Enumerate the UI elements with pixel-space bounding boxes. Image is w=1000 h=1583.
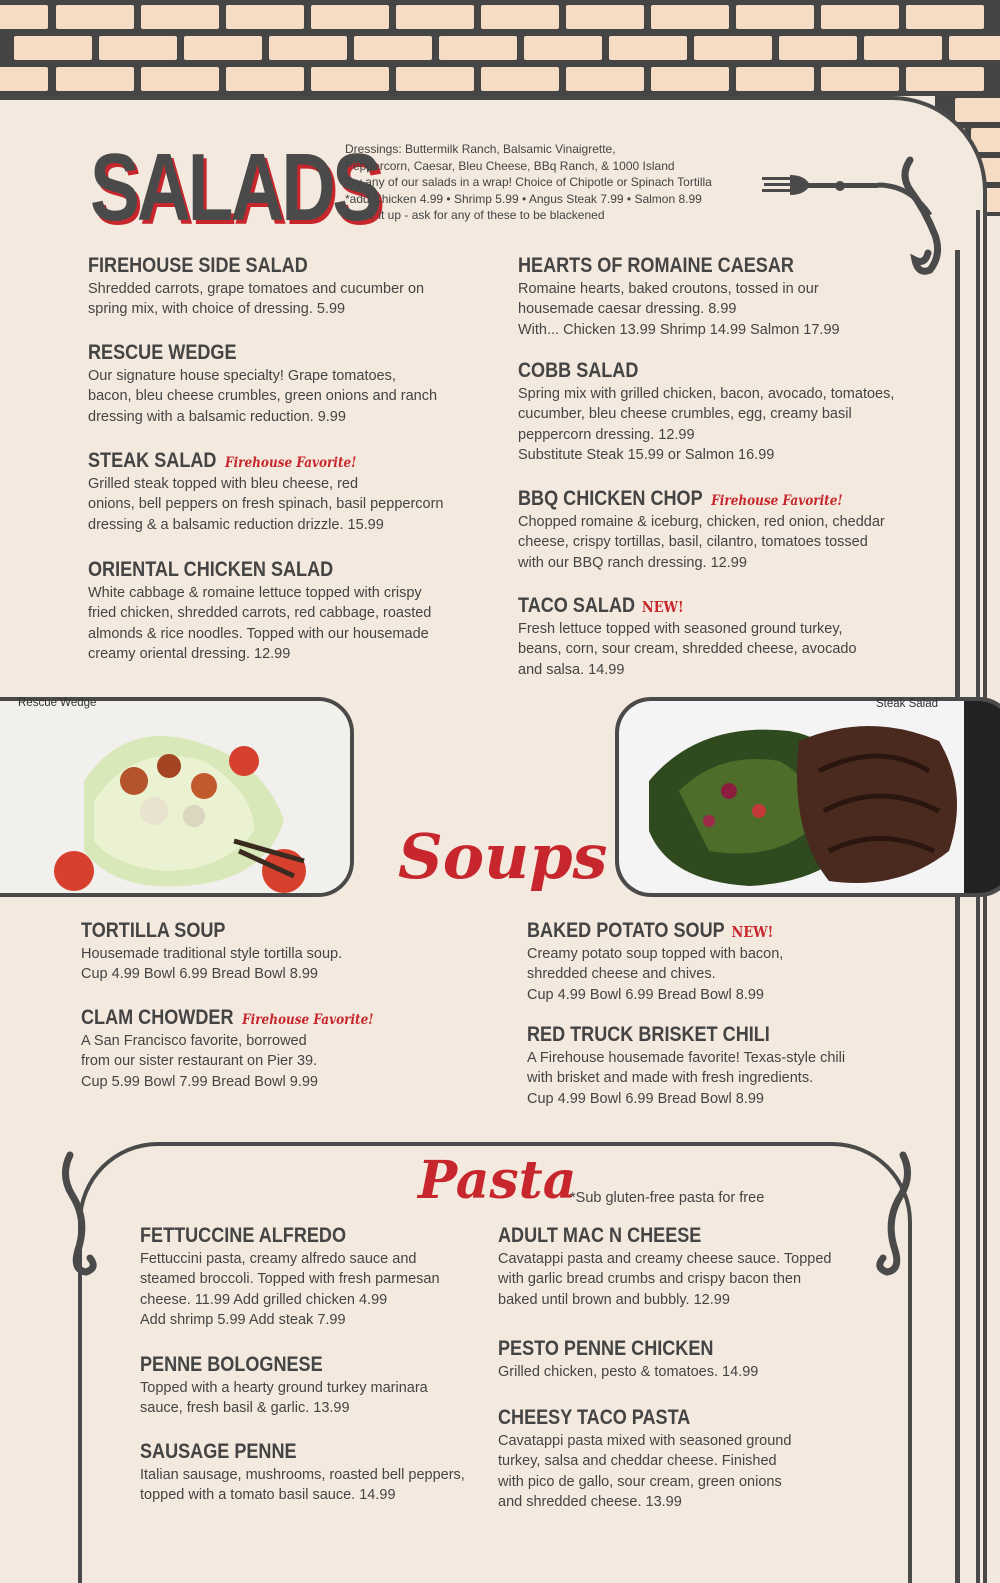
- item-name: COBB SALAD: [518, 359, 639, 382]
- item-desc-line: Shredded carrots, grape tomatoes and cucumber on: [88, 281, 425, 298]
- item-desc-line: creamy oriental dressing. 12.99: [88, 645, 291, 662]
- note-line: Try any of our salads in a wrap! Choice of Chipotle or Spinach Tortilla: [345, 175, 712, 190]
- menu-item-hearts-of-romaine-caesar: [518, 254, 840, 340]
- menu-item-firehouse-side-salad: [88, 254, 424, 320]
- item-name: RED TRUCK BRISKET CHILI: [527, 1023, 770, 1046]
- salads-notes: [345, 141, 712, 224]
- menu-item-oriental-chicken-salad: [88, 558, 431, 664]
- item-desc-line: A Firehouse housemade favorite! Texas-style chili: [527, 1050, 846, 1067]
- item-name: PESTO PENNE CHICKEN: [498, 1337, 714, 1360]
- decor-rail: [955, 250, 960, 1583]
- favorite-badge: Firehouse Favorite!: [711, 493, 843, 509]
- menu-item-taco-salad: [518, 594, 857, 680]
- menu-item-tortilla-soup: [81, 919, 342, 985]
- item-desc-line: and shredded cheese. 13.99: [498, 1493, 682, 1510]
- menu-item-bbq-chicken-chop: [518, 487, 896, 573]
- item-desc-line: peppercorn dressing. 12.99: [518, 426, 695, 443]
- favorite-badge: Firehouse Favorite!: [225, 455, 357, 471]
- item-desc-line: Cup 4.99 Bowl 6.99 Bread Bowl 8.99: [527, 1090, 764, 1107]
- item-desc-line: shredded cheese and chives.: [527, 966, 716, 983]
- item-name: PENNE BOLOGNESE: [140, 1353, 323, 1376]
- menu-item-steak-salad: [88, 449, 443, 535]
- item-desc-line: and salsa. 14.99: [518, 661, 625, 678]
- item-name: STEAK SALAD: [88, 449, 217, 472]
- scroll-ornament-icon: [905, 160, 938, 271]
- new-badge: NEW!: [641, 598, 684, 616]
- item-desc-line: with our BBQ ranch dressing. 12.99: [518, 554, 747, 571]
- item-desc-line: Our signature house specialty! Grape tomatoes,: [88, 368, 396, 385]
- menu-item-baked-potato-soup: [527, 919, 813, 1005]
- note-line: Spice it up - ask for any of these to be blackened: [345, 208, 605, 223]
- menu-item-sausage-penne: [140, 1440, 465, 1506]
- item-desc-line: Chopped romaine & iceburg, chicken, red onion, cheddar: [518, 514, 885, 531]
- item-desc-line: Grilled steak topped with bleu cheese, red: [88, 476, 359, 493]
- menu-item-clam-chowder: [81, 1006, 421, 1092]
- item-desc-line: dressing with a balsamic reduction. 9.99: [88, 408, 346, 425]
- item-desc-line: Cup 5.99 Bowl 7.99 Bread Bowl 9.99: [81, 1073, 318, 1090]
- item-desc-line: Spring mix with grilled chicken, bacon, avocado, tomatoes,: [518, 386, 895, 403]
- note-line: *add Chicken 4.99 • Shrimp 5.99 • Angus Steak 7.99 • Salmon 8.99: [345, 191, 702, 206]
- item-name: HEARTS OF ROMAINE CAESAR: [518, 254, 794, 277]
- item-desc-line: Cavatappi pasta and creamy cheese sauce. Topped: [498, 1251, 832, 1268]
- item-desc-line: cheese. 11.99 Add grilled chicken 4.99: [140, 1291, 388, 1308]
- menu-item-cobb-salad: [518, 359, 894, 465]
- item-desc-line: cucumber, bleu cheese crumbles, egg, creamy basil: [518, 406, 852, 423]
- item-desc-line: With... Chicken 13.99 Shrimp 14.99 Salmon 17.99: [518, 321, 840, 338]
- item-desc-line: Cup 4.99 Bowl 6.99 Bread Bowl 8.99: [527, 986, 764, 1003]
- item-desc-line: Substitute Steak 15.99 or Salmon 16.99: [518, 446, 775, 463]
- item-desc-line: cheese, crispy tortillas, basil, cilantro, tomatoes tossed: [518, 534, 868, 551]
- item-desc-line: Housemade traditional style tortilla soup.: [81, 946, 343, 963]
- item-desc-line: with brisket and made with fresh ingredients.: [527, 1070, 814, 1087]
- soups-heading: Soups: [398, 820, 608, 893]
- item-name: BAKED POTATO SOUP: [527, 919, 725, 942]
- item-desc-line: spring mix, with choice of dressing. 5.99: [88, 301, 346, 318]
- item-desc-line: Add shrimp 5.99 Add steak 7.99: [140, 1311, 346, 1328]
- item-name: TACO SALAD: [518, 594, 636, 617]
- menu-item-pesto-penne-chicken: [498, 1337, 758, 1382]
- item-desc-line: almonds & rice noodles. Topped with our housemade: [88, 625, 429, 642]
- item-desc-line: dressing & a balsamic reduction drizzle. 15.99: [88, 516, 384, 533]
- menu-item-fettuccine-alfredo: [140, 1224, 440, 1330]
- item-name: ORIENTAL CHICKEN SALAD: [88, 558, 334, 581]
- item-desc-line: turkey, salsa and cheddar cheese. Finished: [498, 1453, 777, 1470]
- item-desc-line: Italian sausage, mushrooms, roasted bell peppers,: [140, 1467, 465, 1484]
- favorite-badge: Firehouse Favorite!: [242, 1012, 374, 1028]
- item-desc-line: Romaine hearts, baked croutons, tossed in our: [518, 281, 819, 298]
- item-desc-line: with pico de gallo, sour cream, green onions: [498, 1473, 782, 1490]
- item-desc-line: steamed broccoli. Topped with fresh parmesan: [140, 1271, 440, 1288]
- item-desc-line: Cavatappi pasta mixed with seasoned ground: [498, 1433, 792, 1450]
- item-desc-line: Creamy potato soup topped with bacon,: [527, 946, 784, 963]
- salads-heading: SALADS: [90, 134, 380, 241]
- item-name: RESCUE WEDGE: [88, 341, 237, 364]
- menu-item-adult-mac-n-cheese: [498, 1224, 831, 1310]
- brick-wall-header: [0, 0, 1000, 96]
- menu-item-cheesy-taco-pasta: [498, 1406, 791, 1512]
- item-name: SAUSAGE PENNE: [140, 1440, 297, 1463]
- item-name: FIREHOUSE SIDE SALAD: [88, 254, 308, 277]
- item-desc-line: Fettuccini pasta, creamy alfredo sauce and: [140, 1251, 417, 1268]
- item-desc-line: White cabbage & romaine lettuce topped with crispy: [88, 585, 422, 602]
- item-desc-line: from our sister restaurant on Pier 39.: [81, 1053, 318, 1070]
- item-desc-line: fried chicken, shredded carrots, red cabbage, roasted: [88, 605, 432, 622]
- new-badge: NEW!: [731, 923, 774, 941]
- menu-item-penne-bolognese: [140, 1353, 428, 1419]
- item-name: CHEESY TACO PASTA: [498, 1406, 691, 1429]
- item-desc-line: bacon, bleu cheese crumbles, green onions and ranch: [88, 388, 438, 405]
- item-desc-line: Grilled chicken, pesto & tomatoes. 14.99: [498, 1364, 759, 1381]
- rescue-wedge-photo: [0, 697, 354, 897]
- menu-item-red-truck-brisket-chili: [527, 1023, 845, 1109]
- item-name: TORTILLA SOUP: [81, 919, 226, 942]
- pasta-note: *Sub gluten-free pasta for free: [570, 1190, 765, 1206]
- scroll-ornament-icon: [865, 1150, 915, 1280]
- note-line: Peppercorn, Caesar, Bleu Cheese, BBq Ranch, & 1000 Island: [345, 158, 675, 173]
- photo-caption: Rescue Wedge: [18, 697, 97, 709]
- item-desc-line: Topped with a hearty ground turkey marinara: [140, 1380, 428, 1397]
- item-desc-line: onions, bell peppers on fresh spinach, basil peppercorn: [88, 496, 444, 513]
- item-desc-line: sauce, fresh basil & garlic. 13.99: [140, 1400, 350, 1417]
- item-desc-line: topped with a tomato basil sauce. 14.99: [140, 1487, 396, 1504]
- pasta-heading: Pasta: [418, 1150, 577, 1211]
- item-desc-line: A San Francisco favorite, borrowed: [81, 1033, 307, 1050]
- scroll-ornament-icon: [58, 1150, 108, 1280]
- item-name: FETTUCCINE ALFREDO: [140, 1224, 347, 1247]
- item-desc-line: Cup 4.99 Bowl 6.99 Bread Bowl 8.99: [81, 966, 318, 983]
- item-desc-line: beans, corn, sour cream, shredded cheese, avocado: [518, 641, 857, 658]
- item-name: BBQ CHICKEN CHOP: [518, 487, 703, 510]
- item-name: CLAM CHOWDER: [81, 1006, 234, 1029]
- steak-salad-photo: [615, 697, 1000, 897]
- photo-caption: Steak Salad: [876, 698, 939, 710]
- note-line: Dressings: Buttermilk Ranch, Balsamic Vinaigrette,: [345, 142, 616, 156]
- item-desc-line: baked until brown and bubbly. 12.99: [498, 1291, 730, 1308]
- menu-item-rescue-wedge: [88, 341, 437, 427]
- item-name: ADULT MAC N CHEESE: [498, 1224, 702, 1247]
- item-desc-line: Fresh lettuce topped with seasoned ground turkey,: [518, 621, 843, 638]
- item-desc-line: housemade caesar dressing. 8.99: [518, 301, 737, 318]
- item-desc-line: with garlic bread crumbs and crispy bacon then: [498, 1271, 802, 1288]
